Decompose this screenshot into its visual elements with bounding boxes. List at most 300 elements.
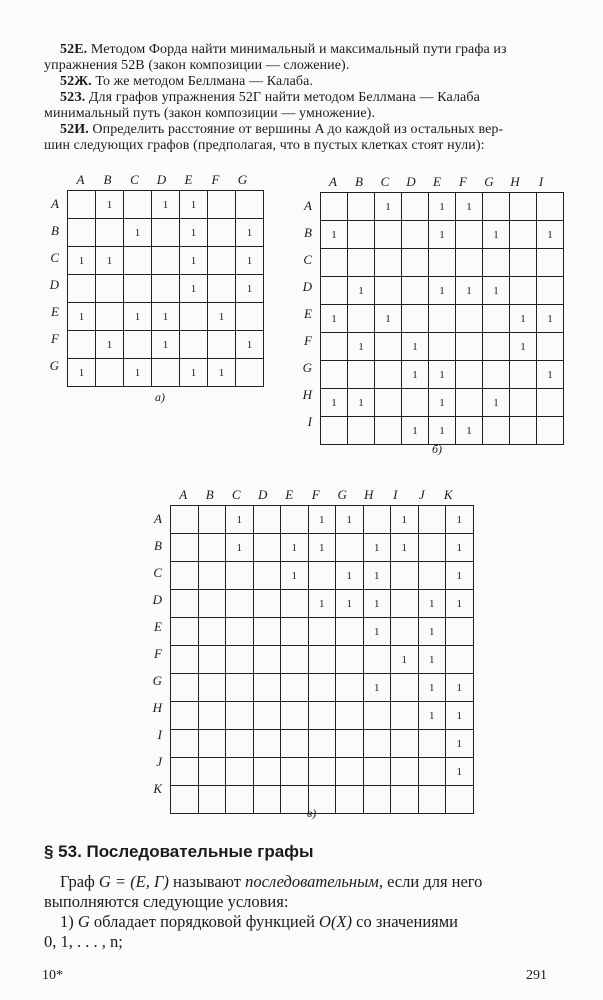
text: , если для него xyxy=(378,872,483,891)
matrix-cell xyxy=(363,758,391,786)
matrix-cell xyxy=(336,674,364,702)
table-row xyxy=(68,219,264,247)
matrix-cell xyxy=(171,506,199,534)
row-label: E xyxy=(304,306,312,321)
exercise-text: То же методом Беллмана — Калаба. xyxy=(95,74,314,89)
column-label: G xyxy=(484,174,494,189)
matrix-cell xyxy=(348,305,375,333)
matrix-cell xyxy=(537,417,564,445)
column-label: D xyxy=(156,172,167,187)
matrix-cell xyxy=(180,331,208,359)
matrix-cell xyxy=(171,758,199,786)
matrix-cell xyxy=(253,618,281,646)
matrix-cell xyxy=(208,331,236,359)
matrix-cell xyxy=(171,618,199,646)
matrix-cell xyxy=(391,786,419,814)
matrix-cell xyxy=(281,758,309,786)
table-row xyxy=(171,646,474,674)
table-row xyxy=(321,305,564,333)
column-label: A xyxy=(76,172,85,187)
row-label: F xyxy=(51,331,59,346)
column-label: E xyxy=(184,172,193,187)
table-row xyxy=(171,758,474,786)
exercise-number: 52Ж. xyxy=(60,74,92,89)
column-label: F xyxy=(211,172,220,187)
exercise-text: минимальный путь (закон композиции — умножение). xyxy=(44,106,376,121)
column-label: H xyxy=(364,487,374,502)
matrix-cell xyxy=(391,758,419,786)
matrix-cell xyxy=(510,417,537,445)
matrix-cell xyxy=(152,359,180,387)
matrix-cell xyxy=(537,333,564,361)
column-label: K xyxy=(443,487,453,502)
matrix-cell xyxy=(348,361,375,389)
matrix-cell xyxy=(226,730,254,758)
text: называют xyxy=(173,872,242,891)
matrix-cell xyxy=(198,646,226,674)
matrix-cell xyxy=(208,191,236,219)
matrix-cell: 1 xyxy=(236,219,264,247)
matrix-cell xyxy=(198,506,226,534)
matrix-cell xyxy=(171,562,199,590)
matrix-cell xyxy=(363,730,391,758)
matrix-caption: б) xyxy=(432,442,443,456)
matrix-cell xyxy=(253,590,281,618)
matrix-cell xyxy=(402,221,429,249)
matrix-cell xyxy=(124,247,152,275)
matrix-cell xyxy=(253,506,281,534)
matrix-cell xyxy=(483,193,510,221)
matrix-cell xyxy=(391,702,419,730)
exercise-number: 52З. xyxy=(60,90,86,105)
matrix-cell xyxy=(537,249,564,277)
matrix-cell xyxy=(348,193,375,221)
matrix-cell: 1 xyxy=(429,221,456,249)
matrix-cell: 1 xyxy=(348,333,375,361)
matrix-cell xyxy=(483,361,510,389)
matrix-cell xyxy=(124,275,152,303)
matrix-cell xyxy=(391,674,419,702)
matrix-cell xyxy=(418,562,446,590)
row-label: E xyxy=(51,304,59,319)
matrix-cell: 1 xyxy=(180,275,208,303)
matrix-cell: 1 xyxy=(68,303,96,331)
matrix-cell xyxy=(446,618,474,646)
row-label: H xyxy=(152,700,162,715)
matrix-cell: 1 xyxy=(208,303,236,331)
matrix-cell: 1 xyxy=(391,534,419,562)
column-label: I xyxy=(538,174,544,189)
matrix-cell: 1 xyxy=(418,618,446,646)
table-row xyxy=(171,786,474,814)
matrix-cell xyxy=(171,786,199,814)
matrix-cell: 1 xyxy=(348,389,375,417)
matrix-cell xyxy=(253,786,281,814)
matrix-cell xyxy=(152,275,180,303)
matrix-cell xyxy=(456,333,483,361)
row-label: E xyxy=(154,619,162,634)
matrix-cell: 1 xyxy=(336,590,364,618)
matrix-cell xyxy=(253,730,281,758)
matrix-cell xyxy=(308,674,336,702)
matrix-cell: 1 xyxy=(308,534,336,562)
math-symbol: G xyxy=(77,912,90,931)
matrix-cell: 1 xyxy=(429,277,456,305)
matrix-cell xyxy=(198,534,226,562)
matrix-cell xyxy=(171,646,199,674)
matrix-cell xyxy=(402,277,429,305)
matrix-cell xyxy=(418,534,446,562)
matrix-cell: 1 xyxy=(180,191,208,219)
row-label: H xyxy=(302,387,312,402)
row-label: I xyxy=(157,727,162,742)
matrix-cell xyxy=(336,758,364,786)
matrix-cell xyxy=(537,277,564,305)
matrix-cell xyxy=(429,249,456,277)
matrix-cell xyxy=(208,247,236,275)
matrix-cell: 1 xyxy=(321,389,348,417)
matrix-cell: 1 xyxy=(152,331,180,359)
matrix-cell: 1 xyxy=(336,562,364,590)
section-title: § 53. Последовательные графы xyxy=(44,842,314,861)
matrix-cell: 1 xyxy=(363,590,391,618)
matrix-cell xyxy=(321,333,348,361)
matrix-cell: 1 xyxy=(96,191,124,219)
matrix-cell xyxy=(483,333,510,361)
matrix-cell: 1 xyxy=(124,359,152,387)
matrix-cell xyxy=(281,730,309,758)
matrix-cell: 1 xyxy=(96,247,124,275)
row-label: G xyxy=(49,358,59,373)
exercise-52I xyxy=(60,122,503,138)
matrix-cell xyxy=(510,389,537,417)
column-label: F xyxy=(459,174,467,189)
table-row xyxy=(321,193,564,221)
matrix-cell xyxy=(321,193,348,221)
matrix-cell: 1 xyxy=(124,303,152,331)
matrix-cell: 1 xyxy=(446,758,474,786)
matrix-cell xyxy=(483,249,510,277)
column-label: C xyxy=(130,172,139,187)
column-label: C xyxy=(380,174,390,189)
matrix-cell: 1 xyxy=(152,191,180,219)
matrix-cell: 1 xyxy=(418,674,446,702)
matrix-cell xyxy=(336,618,364,646)
matrix-cell xyxy=(171,702,199,730)
text: со значениями xyxy=(356,912,459,931)
matrix-cell xyxy=(236,359,264,387)
matrix-cell xyxy=(446,646,474,674)
row-label: B xyxy=(304,225,312,240)
exercise-number: 52Е. xyxy=(60,42,88,57)
matrix-cell: 1 xyxy=(308,590,336,618)
matrix-cell: 1 xyxy=(226,534,254,562)
column-label: A xyxy=(329,174,337,189)
adjacency-table xyxy=(170,505,474,814)
matrix-cell: 1 xyxy=(236,331,264,359)
exercise-52E-cont xyxy=(44,58,349,74)
matrix-cell xyxy=(363,702,391,730)
matrix-cell xyxy=(171,534,199,562)
matrix-cell xyxy=(198,702,226,730)
table-row xyxy=(68,331,264,359)
column-label: E xyxy=(285,487,294,502)
matrix-cell: 1 xyxy=(391,646,419,674)
matrix-cell xyxy=(236,191,264,219)
matrix-cell: 1 xyxy=(456,277,483,305)
matrix-cell: 1 xyxy=(402,333,429,361)
matrix-cell xyxy=(180,303,208,331)
matrix-cell xyxy=(152,247,180,275)
exercise-text: Определить расстояние от вершины A до каждой из остальных вер- xyxy=(92,122,504,137)
column-label: B xyxy=(355,174,363,189)
matrix-cell: 1 xyxy=(96,331,124,359)
matrix-cell: 1 xyxy=(402,361,429,389)
row-label: G xyxy=(302,360,312,375)
exercise-text: упражнения 52В (закон композиции — сложение). xyxy=(44,58,350,73)
table-row xyxy=(68,303,264,331)
matrix-cell xyxy=(226,786,254,814)
exercise-52E xyxy=(60,42,507,58)
matrix-cell xyxy=(375,277,402,305)
matrix-cell xyxy=(456,221,483,249)
matrix-cell xyxy=(391,730,419,758)
matrix-cell xyxy=(281,786,309,814)
matrix-cell xyxy=(68,331,96,359)
matrix-cell: 1 xyxy=(456,193,483,221)
column-label: C xyxy=(231,487,241,502)
matrix-cell xyxy=(308,646,336,674)
matrix-cell xyxy=(321,249,348,277)
emphasized-term: последовательным xyxy=(245,872,379,891)
matrix-cell: 1 xyxy=(321,305,348,333)
table-row xyxy=(321,361,564,389)
matrix-cell: 1 xyxy=(236,247,264,275)
table-row xyxy=(171,618,474,646)
row-label: C xyxy=(303,252,312,267)
table-row xyxy=(321,333,564,361)
matrix-cell xyxy=(429,305,456,333)
matrix-cell xyxy=(198,758,226,786)
matrix-cell: 1 xyxy=(180,247,208,275)
matrix-cell: 1 xyxy=(429,361,456,389)
matrix-cell xyxy=(171,590,199,618)
table-row xyxy=(171,674,474,702)
matrix-cell xyxy=(308,758,336,786)
matrix-cell: 1 xyxy=(152,303,180,331)
table-row xyxy=(171,534,474,562)
matrix-cell xyxy=(253,758,281,786)
matrix-cell xyxy=(281,506,309,534)
matrix-cell xyxy=(402,305,429,333)
matrix-cell xyxy=(226,674,254,702)
matrix-cell: 1 xyxy=(402,417,429,445)
matrix-cell xyxy=(96,303,124,331)
table-row xyxy=(68,275,264,303)
matrix-cell: 1 xyxy=(68,359,96,387)
column-label: I xyxy=(393,487,398,502)
matrix-cell xyxy=(375,417,402,445)
column-label: D xyxy=(406,174,416,189)
matrix-cell xyxy=(391,618,419,646)
matrix-cell: 1 xyxy=(375,193,402,221)
exercise-text: Методом Форда найти минимальный и максимальный пути графа из xyxy=(90,42,507,57)
matrix-cell xyxy=(226,618,254,646)
matrix-cell: 1 xyxy=(363,618,391,646)
matrix-cell xyxy=(321,417,348,445)
matrix-cell xyxy=(363,786,391,814)
matrix-cell xyxy=(336,702,364,730)
table-row xyxy=(321,277,564,305)
table-row xyxy=(171,506,474,534)
matrix-cell xyxy=(308,730,336,758)
matrix-cell: 1 xyxy=(446,730,474,758)
matrix-cell xyxy=(226,562,254,590)
matrix-cell xyxy=(253,534,281,562)
table-row xyxy=(321,221,564,249)
matrix-cell: 1 xyxy=(510,333,537,361)
matrix-cell: 1 xyxy=(483,389,510,417)
column-label: J xyxy=(418,487,425,502)
matrix-cell xyxy=(253,702,281,730)
adjacency-table xyxy=(320,192,564,445)
table-row xyxy=(68,191,264,219)
matrix-cell xyxy=(418,786,446,814)
section-paragraph-line-2 xyxy=(44,892,288,912)
text: 0, 1, . . . , n; xyxy=(44,932,123,951)
matrix-cell: 1 xyxy=(510,305,537,333)
matrix-cell xyxy=(375,333,402,361)
exercise-52Zh xyxy=(60,74,313,90)
matrix-cell xyxy=(375,221,402,249)
matrix-cell xyxy=(510,277,537,305)
matrix-cell xyxy=(253,562,281,590)
column-label: G xyxy=(337,487,347,502)
matrix-cell xyxy=(336,786,364,814)
table-row xyxy=(321,249,564,277)
matrix-caption: в) xyxy=(307,806,317,820)
matrix-cell xyxy=(336,534,364,562)
matrix-cell xyxy=(456,389,483,417)
table-row xyxy=(171,702,474,730)
matrix-cell xyxy=(96,359,124,387)
matrix-cell xyxy=(198,590,226,618)
matrix-cell xyxy=(402,389,429,417)
matrix-cell xyxy=(152,219,180,247)
matrix-cell: 1 xyxy=(537,221,564,249)
matrix-cell xyxy=(226,646,254,674)
matrix-cell: 1 xyxy=(375,305,402,333)
matrix-cell: 1 xyxy=(418,590,446,618)
exercise-text: Для графов упражнения 52Г найти методом Беллмана — Калаба xyxy=(88,90,480,105)
table-row xyxy=(171,730,474,758)
table-row xyxy=(68,359,264,387)
matrix-cell: 1 xyxy=(537,361,564,389)
matrix-cell xyxy=(281,702,309,730)
matrix-cell xyxy=(68,219,96,247)
matrix-cell: 1 xyxy=(363,562,391,590)
matrix-cell xyxy=(281,590,309,618)
table-row xyxy=(171,562,474,590)
matrix-cell xyxy=(208,219,236,247)
matrix-cell: 1 xyxy=(363,534,391,562)
column-label: B xyxy=(103,172,112,187)
math-expression: O(X) xyxy=(319,912,353,931)
matrix-cell xyxy=(348,249,375,277)
row-label: K xyxy=(153,781,162,796)
matrix-cell: 1 xyxy=(281,562,309,590)
matrix-cell xyxy=(456,305,483,333)
table-row xyxy=(171,590,474,618)
row-label: D xyxy=(302,279,312,294)
matrix-cell xyxy=(308,618,336,646)
matrix-cell xyxy=(253,646,281,674)
matrix-cell xyxy=(171,730,199,758)
exercise-text: шин следующих графов (предполагая, что в пустых клетках стоят нули): xyxy=(44,138,485,153)
matrix-cell xyxy=(348,417,375,445)
exercise-52I-cont xyxy=(44,138,485,154)
matrix-cell xyxy=(198,730,226,758)
matrix-cell xyxy=(226,590,254,618)
row-label: C xyxy=(153,565,162,580)
exercise-52Z xyxy=(60,90,480,106)
column-label: F xyxy=(311,487,320,502)
matrix-cell xyxy=(510,249,537,277)
matrix-cell: 1 xyxy=(208,359,236,387)
matrix-cell xyxy=(391,562,419,590)
matrix-cell xyxy=(198,786,226,814)
matrix-cell: 1 xyxy=(363,674,391,702)
row-label: A xyxy=(51,196,59,211)
matrix-cell: 1 xyxy=(446,562,474,590)
row-label: A xyxy=(304,198,312,213)
table-row xyxy=(68,247,264,275)
matrix-cell xyxy=(68,275,96,303)
matrix-cell xyxy=(537,193,564,221)
row-label: B xyxy=(154,538,162,553)
exercise-number: 52И. xyxy=(60,122,89,137)
matrix-cell xyxy=(375,249,402,277)
matrix-cell: 1 xyxy=(483,221,510,249)
matrix-cell: 1 xyxy=(456,417,483,445)
text: выполняются следующие условия: xyxy=(44,892,289,911)
matrix-cell: 1 xyxy=(226,506,254,534)
matrix-cell xyxy=(418,506,446,534)
matrix-cell xyxy=(68,191,96,219)
matrix-caption: а) xyxy=(155,390,165,404)
matrix-cell xyxy=(429,333,456,361)
matrix-cell: 1 xyxy=(321,221,348,249)
matrix-cell xyxy=(236,303,264,331)
matrix-cell xyxy=(363,506,391,534)
matrix-cell xyxy=(208,275,236,303)
row-label: I xyxy=(307,414,312,429)
matrix-cell xyxy=(321,277,348,305)
section-paragraph-line-4 xyxy=(44,932,123,952)
matrix-cell xyxy=(198,618,226,646)
text: обладает порядковой функцией xyxy=(93,912,315,931)
matrix-cell: 1 xyxy=(308,506,336,534)
section-paragraph-line-1 xyxy=(60,872,482,892)
matrix-cell xyxy=(336,646,364,674)
row-label: F xyxy=(154,646,162,661)
text: Граф xyxy=(60,872,95,891)
math-expression: G = (E, Γ) xyxy=(98,872,169,891)
matrix-cell xyxy=(253,674,281,702)
matrix-cell xyxy=(281,646,309,674)
adjacency-table xyxy=(67,190,264,387)
column-label: D xyxy=(258,487,268,502)
